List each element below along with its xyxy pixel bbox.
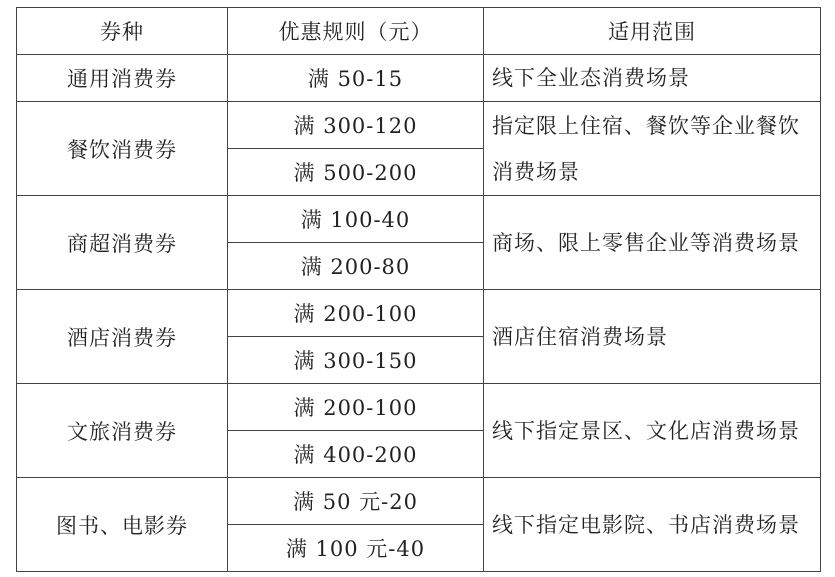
discount-rule-cell: 满 50 元-20 bbox=[228, 478, 484, 525]
coupon-document bbox=[16, 7, 821, 572]
table-row bbox=[17, 384, 821, 431]
discount-rule-cell: 满 500-200 bbox=[228, 149, 484, 196]
table-row bbox=[17, 196, 821, 243]
discount-rule-cell: 满 100-40 bbox=[228, 196, 484, 243]
header-coupon-type: 券种 bbox=[17, 8, 228, 55]
scope-cell: 商场、限上零售企业等消费场景 bbox=[484, 196, 821, 290]
discount-rule-cell: 满 300-120 bbox=[228, 102, 484, 149]
coupon-type-cell: 文旅消费券 bbox=[17, 384, 228, 478]
header-applicable-scope: 适用范围 bbox=[484, 8, 821, 55]
table-header-row bbox=[17, 8, 821, 55]
header-discount-rule: 优惠规则（元） bbox=[228, 8, 484, 55]
scope-cell: 线下指定景区、文化店消费场景 bbox=[484, 384, 821, 478]
discount-rule-cell: 满 100 元-40 bbox=[228, 525, 484, 572]
table-row bbox=[17, 102, 821, 149]
discount-rule-cell: 满 400-200 bbox=[228, 431, 484, 478]
table-row bbox=[17, 290, 821, 337]
table-row bbox=[17, 55, 821, 102]
discount-rule-cell: 满 200-100 bbox=[228, 384, 484, 431]
scope-cell: 线下指定电影院、书店消费场景 bbox=[484, 478, 821, 572]
discount-rule-cell: 满 200-80 bbox=[228, 243, 484, 290]
coupon-type-cell: 餐饮消费券 bbox=[17, 102, 228, 196]
scope-cell: 指定限上住宿、餐饮等企业餐饮消费场景 bbox=[484, 102, 821, 196]
coupon-type-cell: 酒店消费券 bbox=[17, 290, 228, 384]
table-row bbox=[17, 478, 821, 525]
discount-rule-cell: 满 50-15 bbox=[228, 55, 484, 102]
discount-rule-cell: 满 200-100 bbox=[228, 290, 484, 337]
scope-cell: 线下全业态消费场景 bbox=[484, 55, 821, 102]
coupon-table bbox=[16, 7, 821, 572]
scope-cell: 酒店住宿消费场景 bbox=[484, 290, 821, 384]
coupon-type-cell: 商超消费券 bbox=[17, 196, 228, 290]
discount-rule-cell: 满 300-150 bbox=[228, 337, 484, 384]
coupon-type-cell: 通用消费券 bbox=[17, 55, 228, 102]
coupon-type-cell: 图书、电影券 bbox=[17, 478, 228, 572]
